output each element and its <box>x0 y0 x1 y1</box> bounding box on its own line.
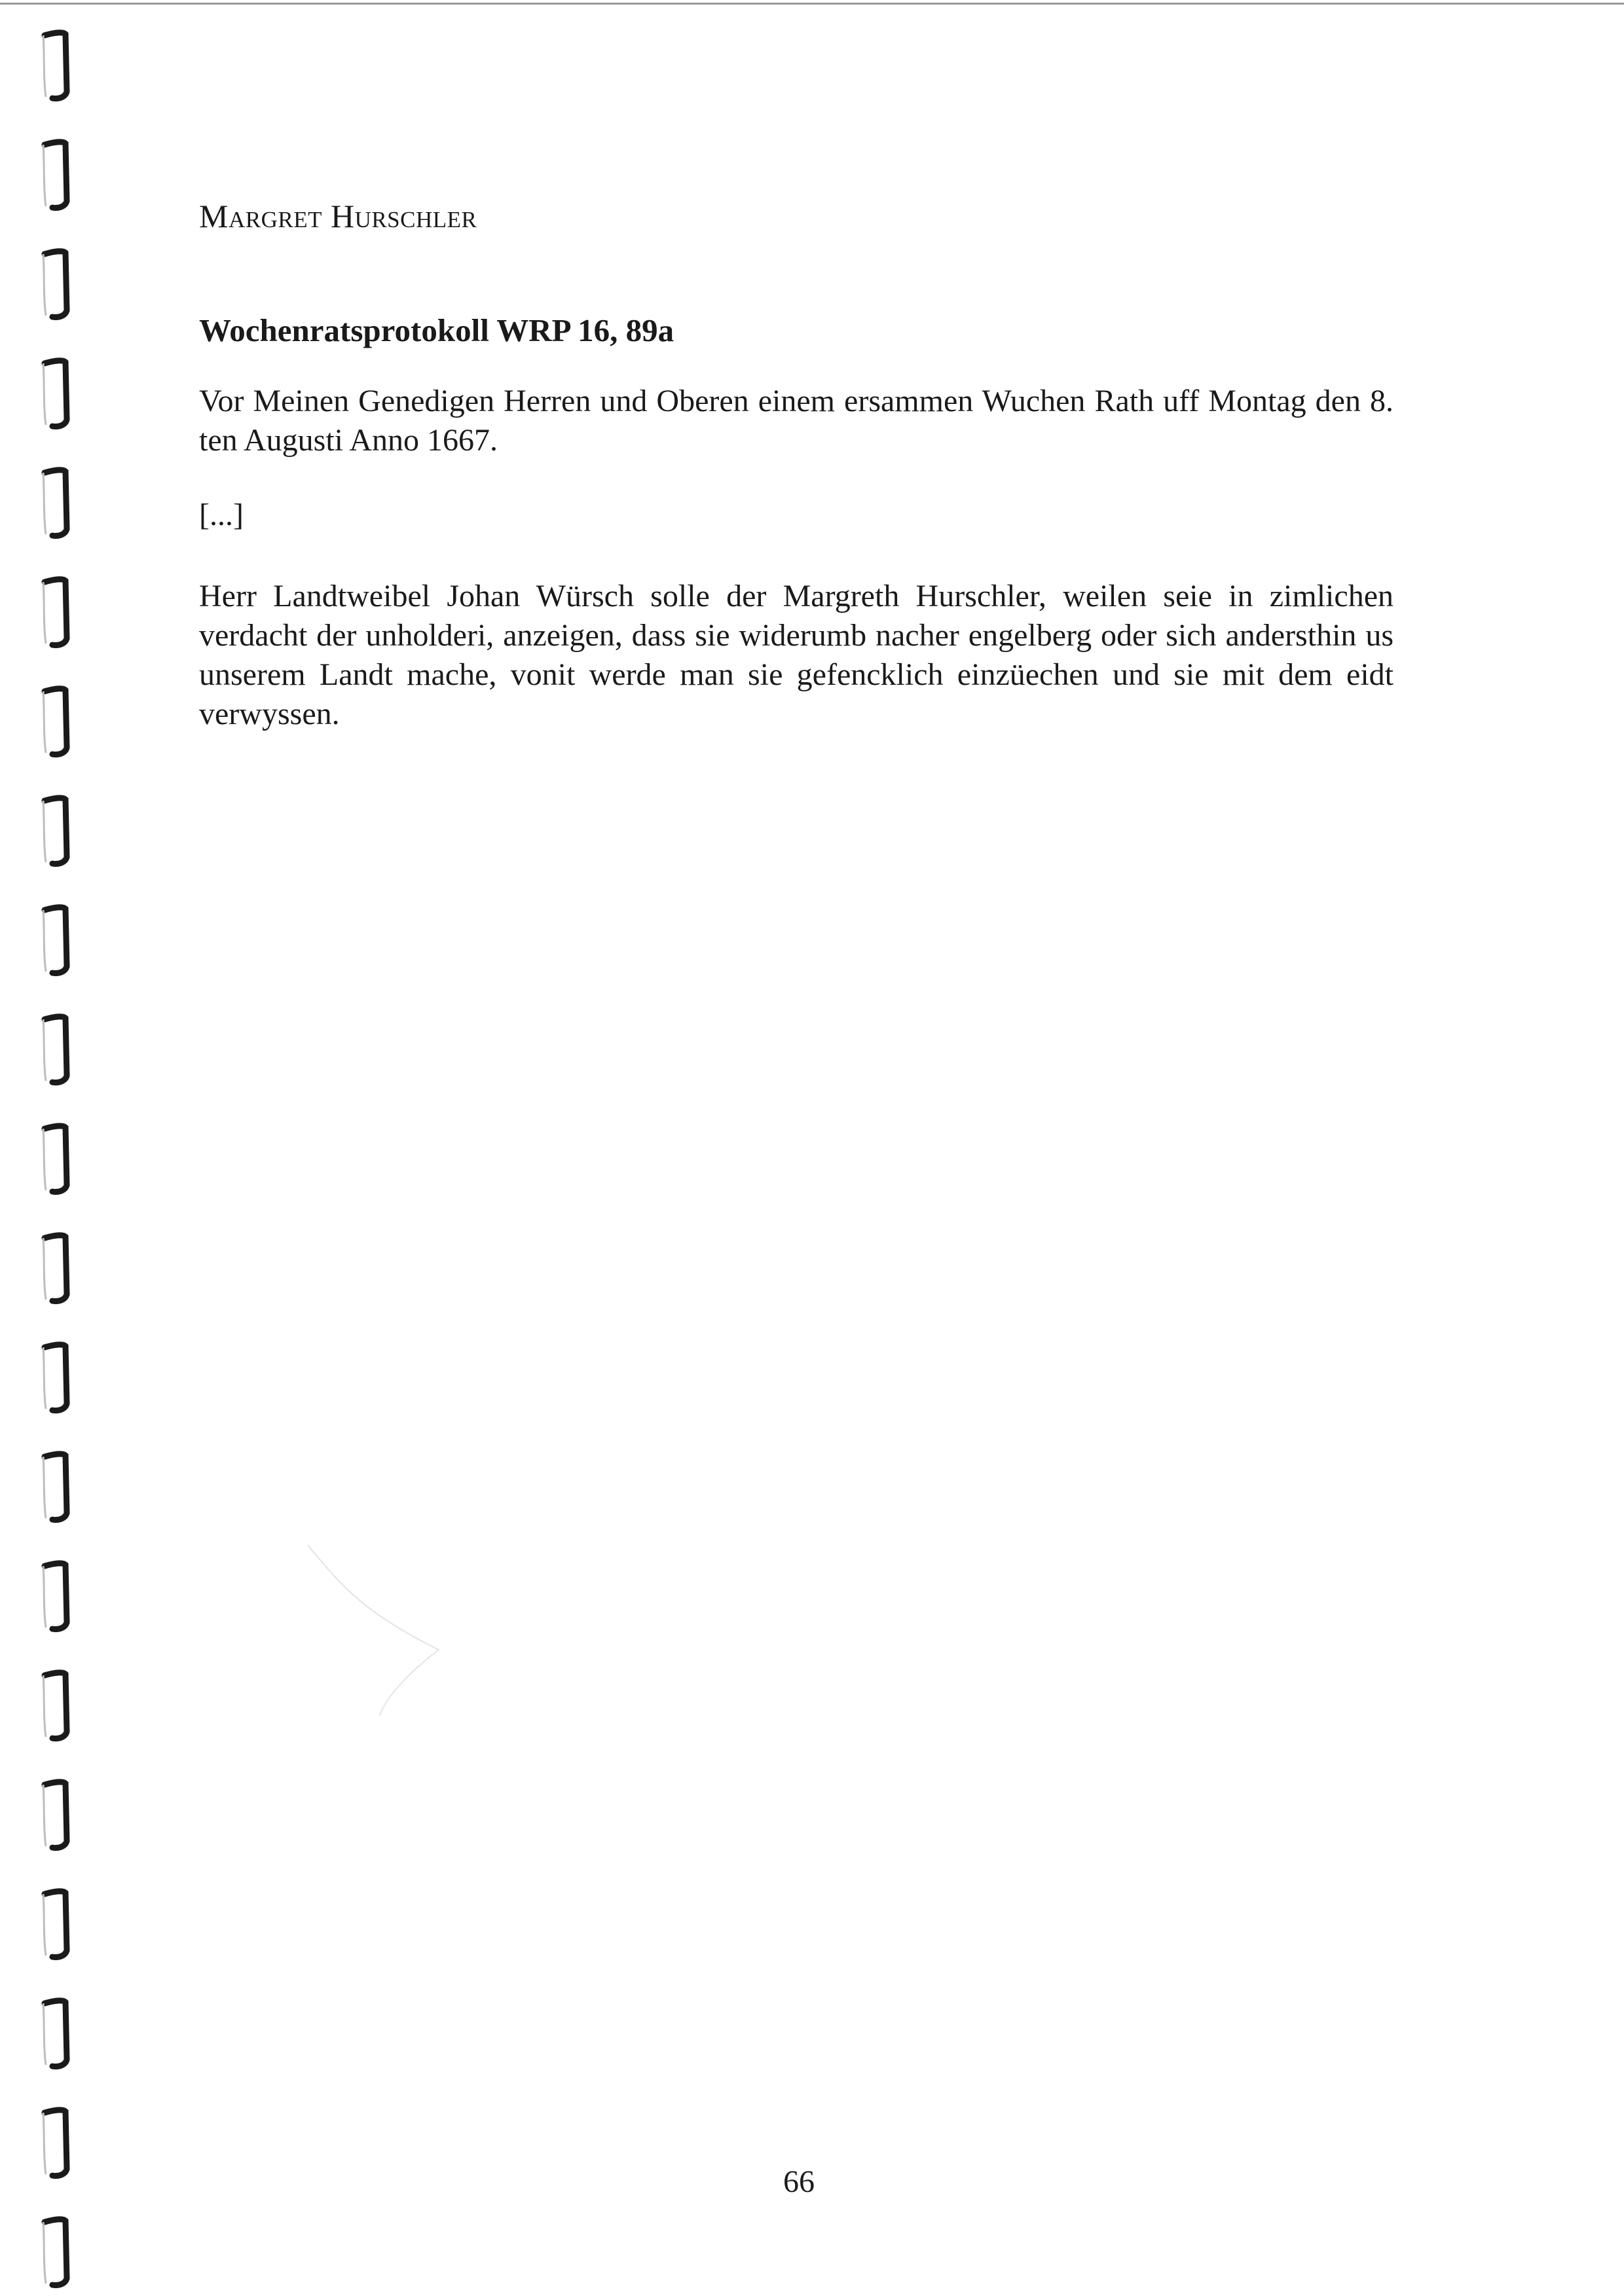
binding-ring <box>39 1776 85 1854</box>
paragraph-omission: [...] <box>199 497 244 532</box>
binding-ring <box>39 1557 85 1635</box>
binding-ring <box>39 1885 85 1963</box>
binding-ring <box>39 792 85 870</box>
binding-ring <box>39 354 85 433</box>
binding-ring <box>39 682 85 761</box>
scan-top-edge <box>0 3 1624 5</box>
binding-ring <box>39 26 85 105</box>
binding-ring <box>39 1338 85 1417</box>
paragraph-date: Vor Meinen Genedigen Herren und Oberen einem ersammen Wuchen Rath uff Montag den 8. ten Augusti Anno 1667. <box>199 383 1393 458</box>
binding-ring <box>39 1448 85 1526</box>
binding-ring <box>39 2213 85 2291</box>
source-heading: Wochenratsprotokoll WRP 16, 89a <box>199 312 674 348</box>
scan-artifact-mark <box>301 1539 458 1722</box>
binding-ring <box>39 245 85 323</box>
binding-ring <box>39 1994 85 2073</box>
binding-ring <box>39 1666 85 1745</box>
binding-ring <box>39 573 85 651</box>
page-number: 66 <box>783 2164 815 2199</box>
spiral-binding <box>39 0 85 2296</box>
binding-ring <box>39 136 85 214</box>
binding-ring <box>39 901 85 979</box>
binding-ring <box>39 2104 85 2182</box>
binding-ring <box>39 1010 85 1089</box>
binding-ring <box>39 464 85 542</box>
binding-ring <box>39 1229 85 1307</box>
binding-ring <box>39 1120 85 1198</box>
paragraph-decree: Herr Landtweibel Johan Würsch solle der Margreth Hurschler, weilen seie in zimlichen verdacht der unholderi, anzeigen, dass sie widerumb nacher engelberg oder sich andersthin us unserem Landt mache, vonit werde man sie gefencklich einzüechen und sie mit dem eidt verwyssen. <box>199 578 1393 731</box>
document-body <box>199 196 1393 734</box>
author-heading: Margret Hurschler <box>199 198 477 234</box>
